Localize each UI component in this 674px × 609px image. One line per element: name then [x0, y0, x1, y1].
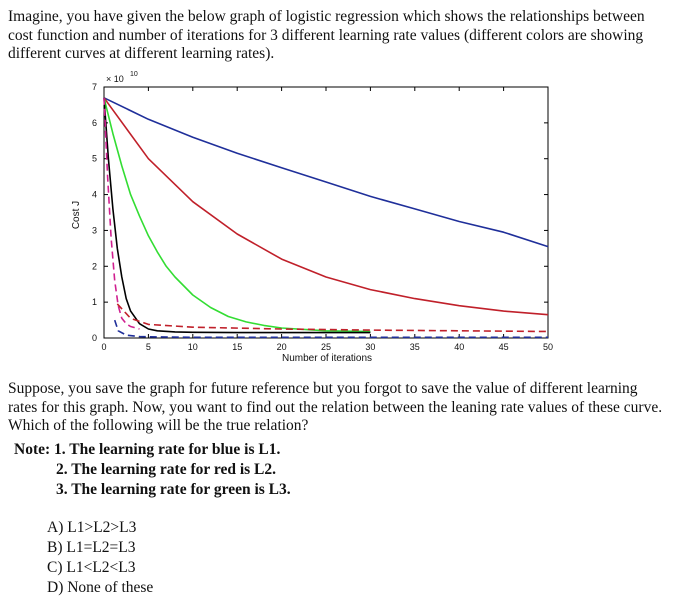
question-body: Suppose, you save the graph for future reference but you forgot to save the value of different learning rates for this graph. Now, you want to find out the relation between the leaning rate values of these curve. Which of the following will be the true relation? — [8, 380, 663, 434]
note-blue: Note: 1. The learning rate for blue is L1. — [14, 441, 281, 458]
x-tick-label: 35 — [409, 342, 420, 352]
y-exponent-multiplier: × 10 — [106, 74, 124, 84]
x-tick-label: 25 — [320, 342, 332, 352]
x-tick-label: 30 — [365, 342, 376, 352]
plot-frame — [104, 87, 548, 338]
x-tick-label: 0 — [101, 342, 107, 352]
option-d[interactable]: D) None of these — [47, 579, 154, 596]
y-exponent-power: 10 — [130, 71, 138, 78]
note-green: 3. The learning rate for green is L3. — [56, 481, 291, 498]
y-tick-label: 6 — [91, 117, 97, 128]
x-tick-label: 10 — [187, 342, 198, 352]
y-tick-label: 2 — [91, 261, 97, 272]
x-tick-label: 20 — [276, 342, 287, 352]
x-axis-label: Number of iterations — [281, 353, 373, 364]
option-c[interactable]: C) L1<L2<L3 — [47, 559, 136, 576]
x-tick-label: 40 — [454, 342, 465, 352]
option-b[interactable]: B) L1=L2=L3 — [47, 539, 136, 556]
y-tick-label: 1 — [91, 297, 97, 308]
x-tick-label: 15 — [232, 342, 243, 352]
note-red: 2. The learning rate for red is L2. — [56, 461, 277, 478]
y-tick-label: 7 — [91, 82, 97, 92]
question-intro: Imagine, you have given the below graph of logistic regression which shows the relationships between cost function and number of iterations for 3 different learning rate values (different colors are showing different curves at different learning rates). — [8, 8, 645, 62]
x-tick-label: 5 — [145, 342, 151, 352]
option-a[interactable]: A) L1>L2>L3 — [47, 519, 137, 536]
y-tick-label: 5 — [91, 153, 97, 164]
x-tick-label: 45 — [498, 342, 509, 352]
y-tick-label: 4 — [91, 189, 97, 200]
y-tick-label: 0 — [91, 333, 97, 343]
y-tick-label: 3 — [91, 225, 97, 236]
x-tick-label: 50 — [542, 342, 554, 352]
y-axis-label: Cost J — [71, 200, 82, 230]
